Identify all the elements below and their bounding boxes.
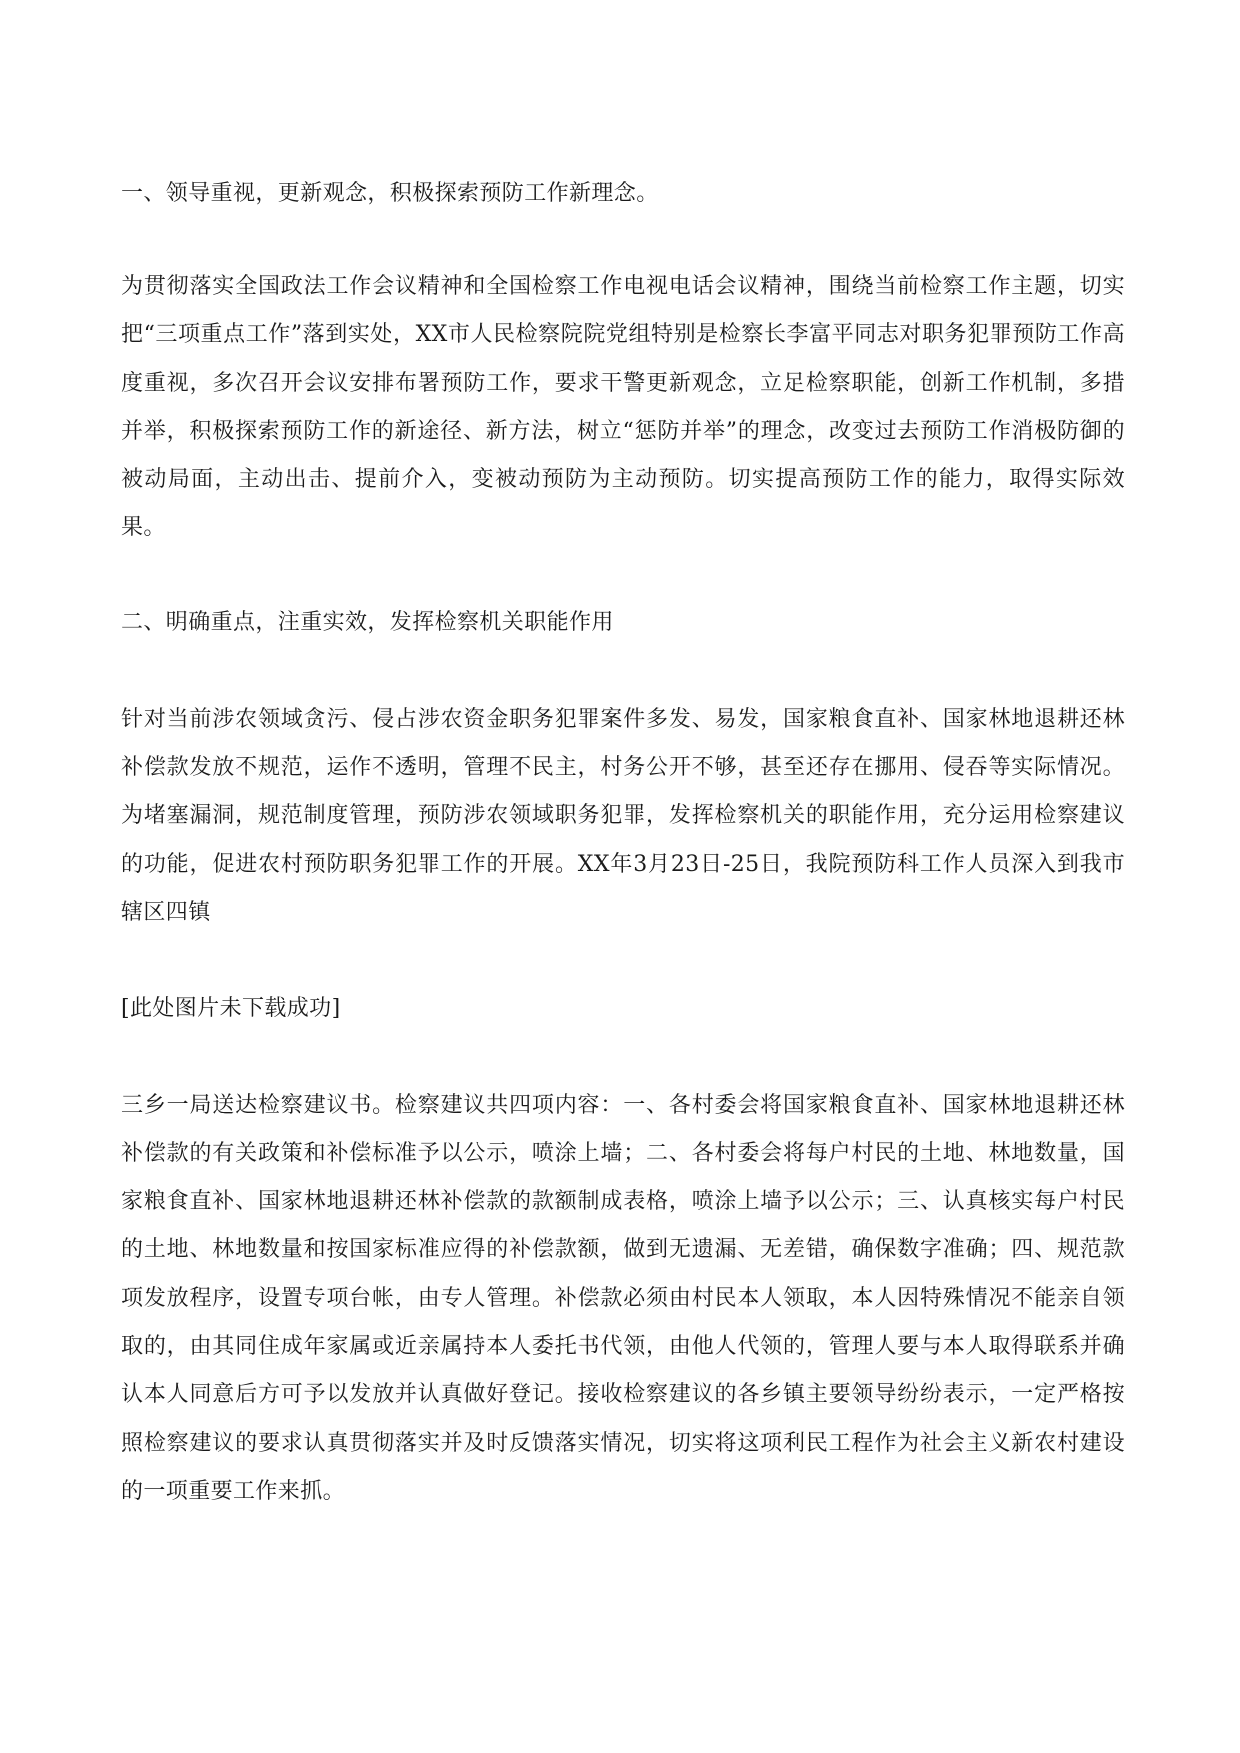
paragraph-3: 三乡一局送达检察建议书。检察建议共四项内容：一、各村委会将国家粮食直补、国家林地退耕还林补偿款的有关政策和补偿标准予以公示，喷涂上墙；二、各村委会将每户村民的土地、林地数量，国家粮食直补、国家林地退耕还林补偿款的款额制成表格，喷涂上墙予以公示；三、认真核实每户村民的土地、林地数量和按国家标准应得的补偿款额，做到无遗漏、无差错，确保数字准确；四、规范款项发放程序，设置专项台帐，由专人管理。补偿款必须由村民本人领取，本人因特殊情况不能亲自领取的，由其同住成年家属或近亲属持本人委托书代领，由他人代领的，管理人要与本人取得联系并确认本人同意后方可予以发放并认真做好登记。接收检察建议的各乡镇主要领导纷纷表示，一定严格按照检察建议的要求认真贯彻落实并及时反馈落实情况，切实将这项利民工程作为社会主义新农村建设的一项重要工作来抓。 [121, 1092, 1125, 1504]
image-placeholder-note: [此处图片未下载成功] [121, 996, 341, 1022]
paragraph-2: 针对当前涉农领域贪污、侵占涉农资金职务犯罪案件多发、易发，国家粮食直补、国家林地退耕还林补偿款发放不规范，运作不透明，管理不民主，村务公开不够，甚至还存在挪用、侵吞等实际情况。为堵塞漏洞，规范制度管理，预防涉农领域职务犯罪，发挥检察机关的职能作用，充分运用检察建议的功能，促进农村预防职务犯罪工作的开展。XX年3月23日-25日，我院预防科工作人员深入到我市辖区四镇 [121, 706, 1125, 925]
section-heading-1: 一、领导重视，更新观念，积极探索预防工作新理念。 [121, 181, 659, 206]
paragraph-1: 为贯彻落实全国政法工作会议精神和全国检察工作电视电话会议精神，围绕当前检察工作主题，切实把“三项重点工作”落到实处，XX市人民检察院院党组特别是检察长李富平同志对职务犯罪预防工作高度重视，多次召开会议安排布署预防工作，要求干警更新观念，立足检察职能，创新工作机制，多措并举，积极探索预防工作的新途径、新方法，树立“惩防并举”的理念，改变过去预防工作消极防御的被动局面，主动出击、提前介入，变被动预防为主动预防。切实提高预防工作的能力，取得实际效果。 [121, 274, 1125, 541]
section-heading-2: 二、明确重点，注重实效，发挥检察机关职能作用 [121, 609, 614, 635]
